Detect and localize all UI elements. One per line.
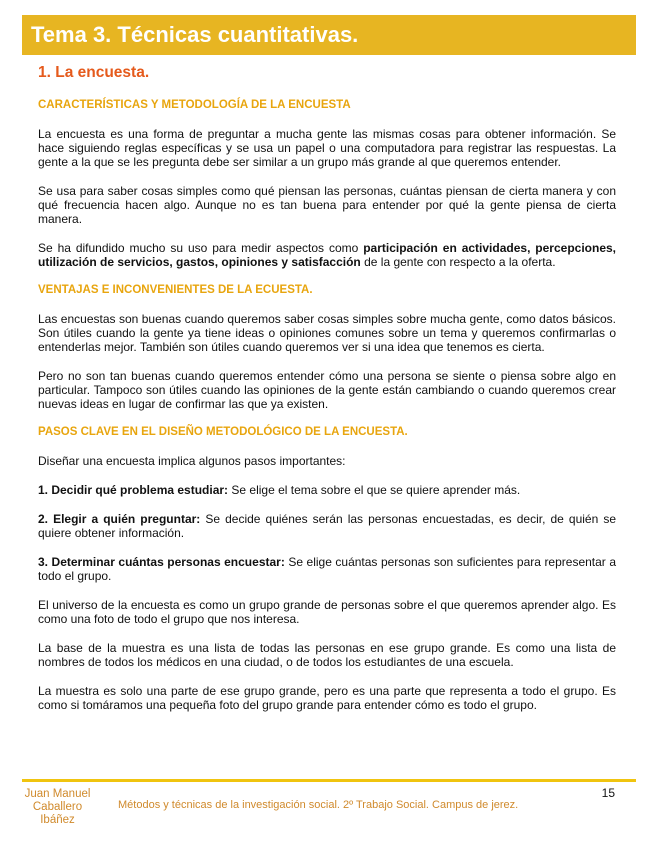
subheading-pasos: PASOS CLAVE EN EL DISEÑO METODOLÓGICO DE LA ENCUESTA. xyxy=(38,426,408,438)
subheading-caracteristicas: CARACTERÍSTICAS Y METODOLOGÍA DE LA ENCUESTA xyxy=(38,99,351,111)
page-title: Tema 3. Técnicas cuantitativas. xyxy=(31,22,359,47)
course-footer: Métodos y técnicas de la investigación social. 2º Trabajo Social. Campus de jerez. xyxy=(118,799,519,811)
step-text: Se elige el tema sobre el que se quiere aprender más. xyxy=(228,483,521,497)
paragraph: La base de la muestra es una lista de todas las personas en ese grupo grande. Es como una lista de nombres de todos los médicos en una ciudad, o de todos los estudiantes de una escuela. xyxy=(38,641,616,669)
paragraph: Las encuestas son buenas cuando queremos saber cosas simples sobre mucha gente, como datos básicos. Son útiles cuando la gente ya tiene ideas o opiniones comunes sobre un tema y queremos confirmarlas o entenderlas mejor. También son útiles cuando queremos ver si una idea que tenemos es cierta. xyxy=(38,312,616,354)
paragraph-text: de la gente con respecto a la oferta. xyxy=(360,255,556,269)
section-title: 1. La encuesta. xyxy=(38,64,150,81)
author-line: Ibáñez xyxy=(40,814,75,826)
paragraph: Se usa para saber cosas simples como qué piensan las personas, cuántas piensan de cierta manera y con qué frecuencia hacen algo. Aunque no es tan buena para entender por qué la gente piensa de cierta manera. xyxy=(38,184,616,226)
step-text: Se elige cuántas personas son suficientes para representar a todo el grupo. xyxy=(38,555,616,583)
author-line: Caballero xyxy=(32,801,83,813)
author-line: Juan Manuel xyxy=(24,788,91,800)
step-item xyxy=(38,483,616,497)
step-item xyxy=(38,555,616,583)
step-text: Se decide quiénes serán las personas encuestadas, es decir, de quién se quiere obtener información. xyxy=(38,512,616,540)
paragraph-text: Se ha difundido mucho su uso para medir aspectos como xyxy=(38,241,364,255)
main-content xyxy=(38,64,616,727)
paragraph: La encuesta es una forma de preguntar a mucha gente las mismas cosas para obtener información. Se hace siguiendo reglas específicas y se usa un papel o una computadora para registrar las respuestas. La gente a la que se les pregunta debe ser similar a un grupo más grande al que queremos entender. xyxy=(38,127,616,169)
title-banner xyxy=(22,15,636,55)
step-item xyxy=(38,512,616,540)
footer-divider xyxy=(22,779,636,782)
author-name xyxy=(20,788,95,827)
step-label: 1. Decidir qué problema estudiar: xyxy=(38,483,229,497)
bold-text: participación en actividades, percepciones, utilización de servicios, gastos, opiniones y satisfacción xyxy=(38,241,617,269)
subheading-ventajas: VENTAJAS E INCONVENIENTES DE LA ECUESTA. xyxy=(38,284,313,296)
page-number: 15 xyxy=(601,786,615,800)
paragraph: Pero no son tan buenas cuando queremos entender cómo una persona se siente o piensa sobre algo en particular. Tampoco son útiles cuando las opiniones de la gente están cambiando o cuando queremos crear nuevas ideas en lugar de confirmar las que ya existen. xyxy=(38,369,616,411)
paragraph: La muestra es solo una parte de ese grupo grande, pero es una parte que representa a todo el grupo. Es como si tomáramos una pequeña foto del grupo grande para entender cómo es todo el grupo. xyxy=(38,684,616,712)
paragraph: El universo de la encuesta es como un grupo grande de personas sobre el que queremos aprender algo. Es como una foto de todo el grupo que nos interesa. xyxy=(38,598,616,626)
step-label: 2. Elegir a quién preguntar: xyxy=(38,512,201,526)
paragraph xyxy=(38,241,616,269)
paragraph: Diseñar una encuesta implica algunos pasos importantes: xyxy=(38,454,346,468)
step-label: 3. Determinar cuántas personas encuestar: xyxy=(38,555,285,569)
